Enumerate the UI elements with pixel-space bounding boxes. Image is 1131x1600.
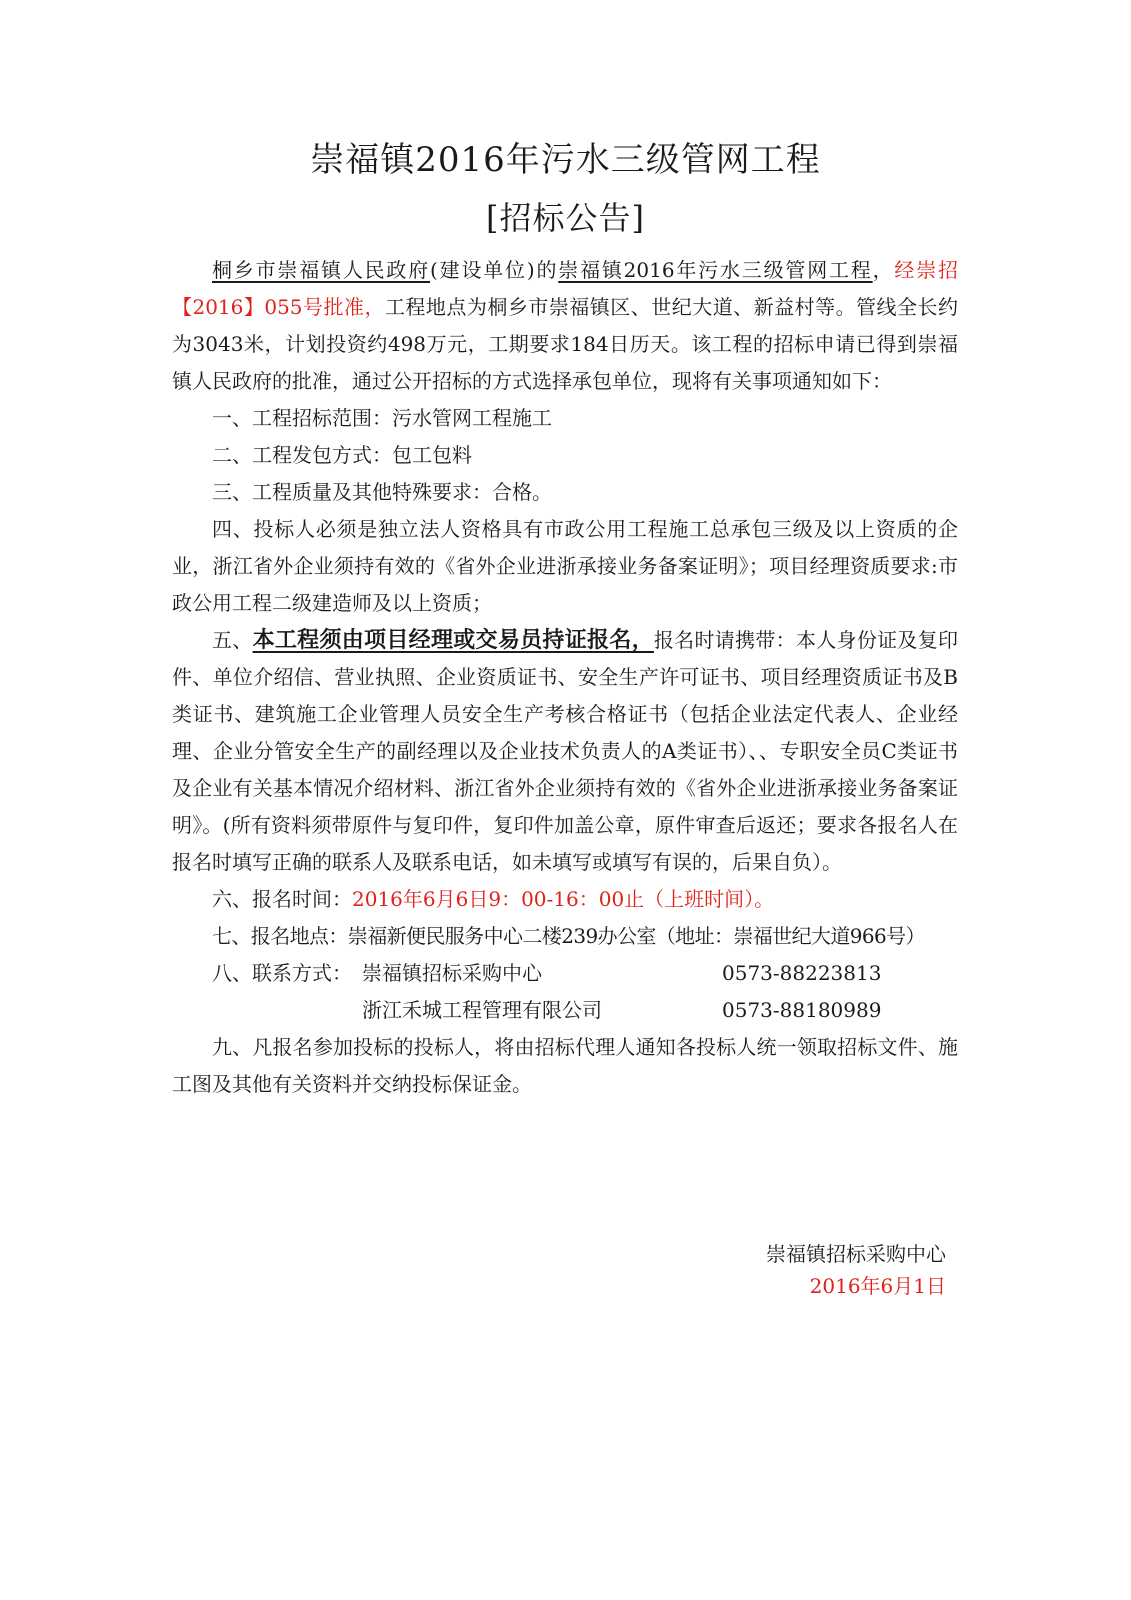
contact-row-1	[172, 955, 958, 992]
contact-phone: 0573-88180989	[722, 998, 882, 1022]
item-nine: 九、凡报名参加投标的投标人，将由招标代理人通知各投标人统一领取招标文件、施工图及其他有关资料并交纳投标保证金。	[172, 1035, 958, 1096]
approval-number: 经崇招【2016】055号批准，	[172, 258, 959, 319]
intro-rest: 工程地点为桐乡市崇福镇区、世纪大道、新益村等。管线全长约为3043米，计划投资约498万元，工期要求184日历天。该工程的招标申请已得到崇福镇人民政府的批准，通过公开招标的方式选择承包单位，现将有关事项通知如下：	[172, 295, 959, 393]
item-six	[172, 881, 958, 918]
intro-paragraph	[172, 252, 958, 400]
item-one: 一、工程招标范围：污水管网工程施工	[212, 406, 552, 430]
item-six-prefix: 六、报名时间：	[212, 887, 352, 911]
signature-date: 2016年6月1日	[809, 1274, 946, 1298]
contact-org: 崇福镇招标采购中心	[362, 961, 542, 985]
item-five-rest: 报名时请携带：本人身份证及复印件、单位介绍信、营业执照、企业资质证书、安全生产许可证书、项目经理资质证书及B类证书、建筑施工企业管理人员安全生产考核合格证书（包括企业法定代表人、企业经理、企业分管安全生产的副经理以及企业技术负责人的A类证书）、、专职安全员C类证书及企业有关基本情况介绍材料、浙江省外企业须持有效的《省外企业进浙承接业务备案证明》。(所有资料须带原件与复印件，复印件加盖公章，原件审查后返还；要求各报名人在报名时填写正确的联系人及联系电话，如未填写或填写有误的，后果自负）。	[172, 628, 959, 874]
item-four: 四、投标人必须是独立法人资格具有市政公用工程施工总承包三级及以上资质的企业，浙江省外企业须持有效的《省外企业进浙承接业务备案证明》；项目经理资质要求:市政公用工程二级建造师及以上资质；	[172, 517, 958, 615]
item-seven: 七、报名地点：崇福新便民服务中心二楼239办公室（地址：崇福世纪大道966号）	[212, 924, 925, 948]
contact-label: 八、联系方式：	[212, 961, 352, 985]
item-five-prefix: 五、	[212, 628, 253, 652]
contact-phone: 0573-88223813	[722, 961, 882, 985]
item-five-emphasis: 本工程须由项目经理或交易员持证报名，	[252, 627, 654, 653]
page-subtitle: [招标公告]	[486, 199, 645, 237]
contact-org: 浙江禾城工程管理有限公司	[362, 998, 602, 1022]
contact-row-2	[172, 992, 958, 1029]
owner-role: (建设单位)的	[430, 258, 559, 282]
intro-comma: ，	[872, 258, 895, 282]
item-three: 三、工程质量及其他特殊要求：合格。	[212, 480, 552, 504]
item-five	[172, 622, 958, 881]
signature-block	[766, 1238, 946, 1302]
page-title: 崇福镇2016年污水三级管网工程	[310, 140, 821, 180]
owner-name: 桐乡市崇福镇人民政府	[212, 258, 431, 282]
notice-body	[172, 252, 958, 1103]
registration-time: 2016年6月6日9：00-16：00止（上班时间）。	[352, 887, 775, 911]
item-two: 二、工程发包方式：包工包料	[212, 443, 472, 467]
project-name: 崇福镇2016年污水三级管网工程	[558, 258, 873, 282]
signature-org: 崇福镇招标采购中心	[766, 1242, 946, 1266]
